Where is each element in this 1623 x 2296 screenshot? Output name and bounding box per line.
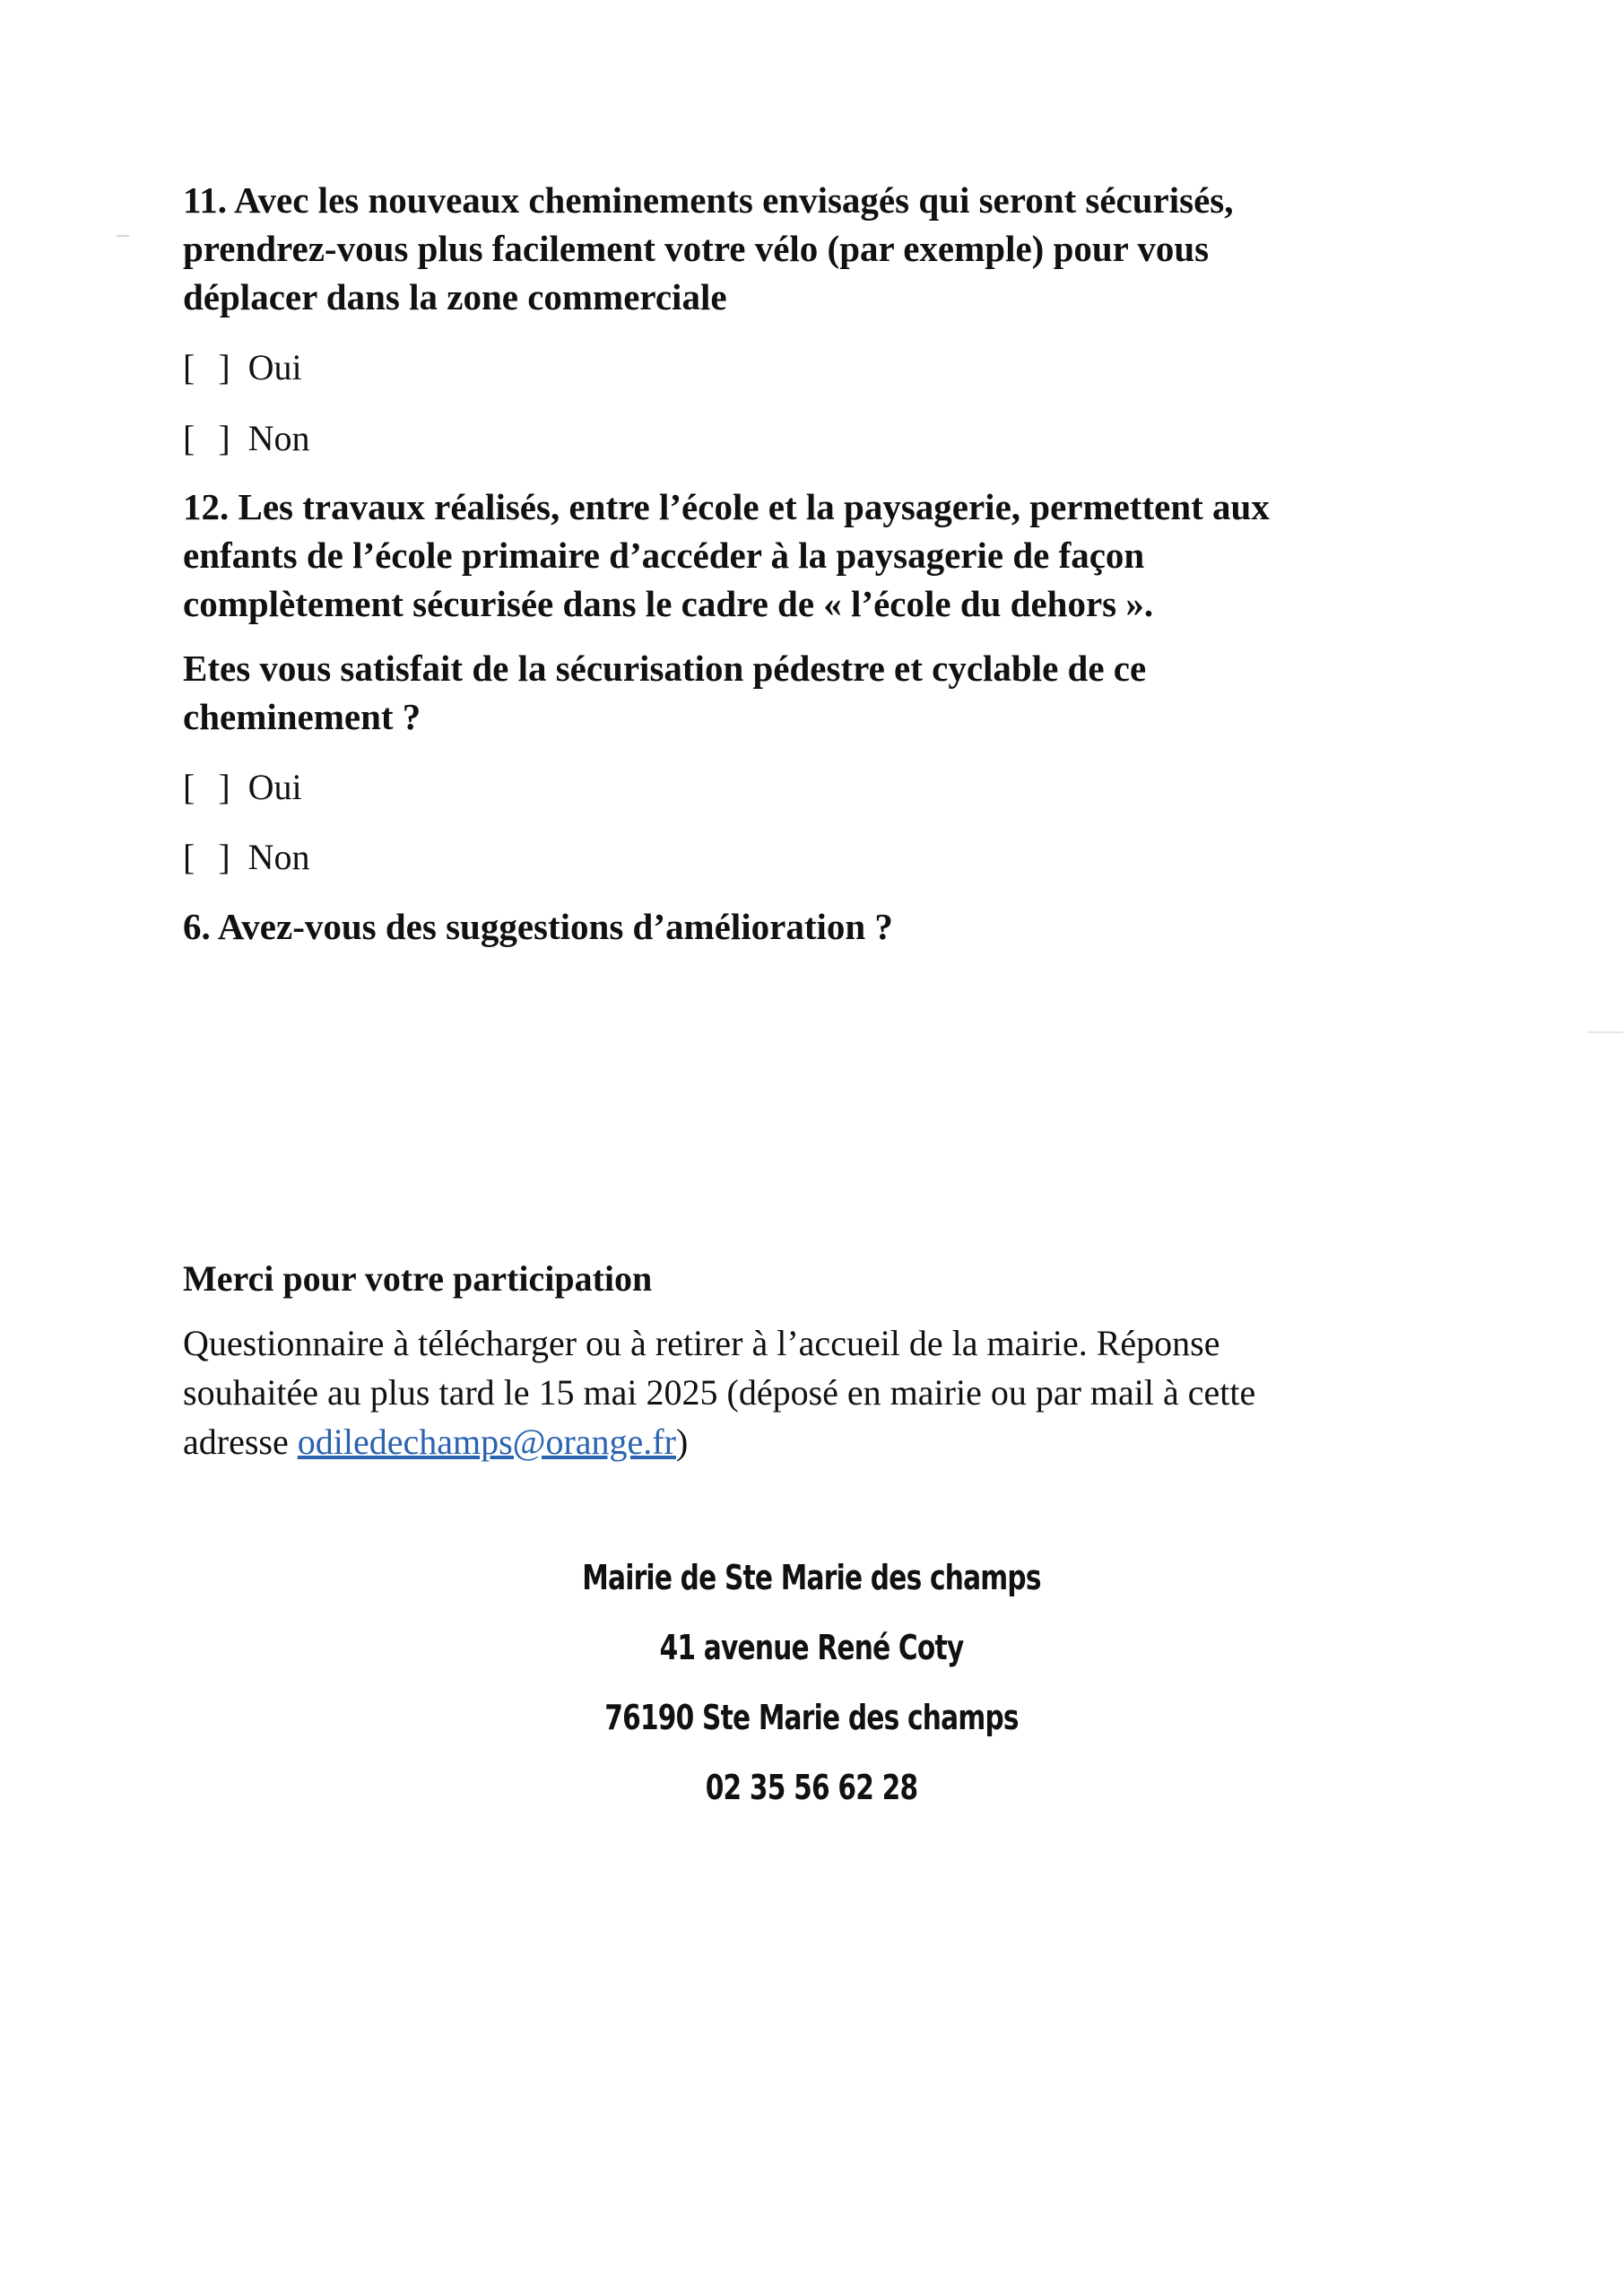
email-link[interactable]: odiledechamps@orange.fr [297, 1422, 676, 1462]
question-12-subquestion [183, 644, 1376, 741]
thanks-heading: Merci pour votre participation [183, 1258, 653, 1299]
thanks-section [183, 1256, 1376, 1302]
mairie-city: 76190 Ste Marie des champs [604, 1698, 1019, 1737]
info-prefix: adresse [183, 1422, 298, 1462]
mairie-phone: 02 35 56 62 28 [705, 1768, 918, 1807]
question-12-option-yes[interactable] [183, 765, 1376, 810]
info-line [183, 1417, 1376, 1466]
question-11-line: 11. Avec les nouveaux cheminements envisagés qui seront sécurisés, [183, 179, 1234, 221]
checkbox-icon[interactable]: [ ] [183, 767, 238, 807]
question-12-option-no[interactable] [183, 835, 1376, 880]
option-label: Non [247, 837, 310, 877]
question-11-option-no[interactable] [183, 416, 1376, 461]
question-12-line: 12. Les travaux réalisés, entre l’école et la paysagerie, permettent aux [183, 486, 1270, 527]
info-line: souhaitée au plus tard le 15 mai 2025 (déposé en mairie ou par mail à cette [183, 1372, 1256, 1413]
info-line: Questionnaire à télécharger ou à retirer à l’accueil de la mairie. Réponse [183, 1323, 1220, 1363]
scan-mark [1587, 1031, 1623, 1033]
option-label: Oui [247, 347, 302, 387]
checkbox-icon[interactable]: [ ] [183, 347, 238, 387]
question-11-line: prendrez-vous plus facilement votre vélo (par exemple) pour vous [183, 228, 1210, 269]
mairie-address [178, 1543, 1445, 1822]
checkbox-icon[interactable]: [ ] [183, 837, 238, 877]
question-11 [183, 176, 1376, 321]
checkbox-icon[interactable]: [ ] [183, 418, 238, 458]
option-label: Oui [247, 767, 302, 807]
question-12-sub-line: Etes vous satisfait de la sécurisation pédestre et cyclable de ce [183, 648, 1147, 689]
info-suffix: ) [675, 1422, 689, 1462]
mairie-street: 41 avenue René Coty [659, 1628, 964, 1667]
question-11-line: déplacer dans la zone commerciale [183, 276, 727, 317]
question-11-option-yes[interactable] [183, 345, 1376, 390]
scan-mark [117, 235, 129, 237]
question-6 [183, 902, 1376, 951]
question-12 [183, 483, 1376, 628]
question-6-title: 6. Avez-vous des suggestions d’amélioration ? [183, 906, 893, 947]
option-label: Non [247, 418, 310, 458]
mairie-name: Mairie de Ste Marie des champs [582, 1558, 1041, 1597]
question-12-sub-line: cheminement ? [183, 696, 421, 737]
info-paragraph [183, 1318, 1376, 1466]
question-12-line: complètement sécurisée dans le cadre de « l’école du dehors ». [183, 583, 1154, 624]
question-12-line: enfants de l’école primaire d’accéder à la paysagerie de façon [183, 535, 1145, 576]
